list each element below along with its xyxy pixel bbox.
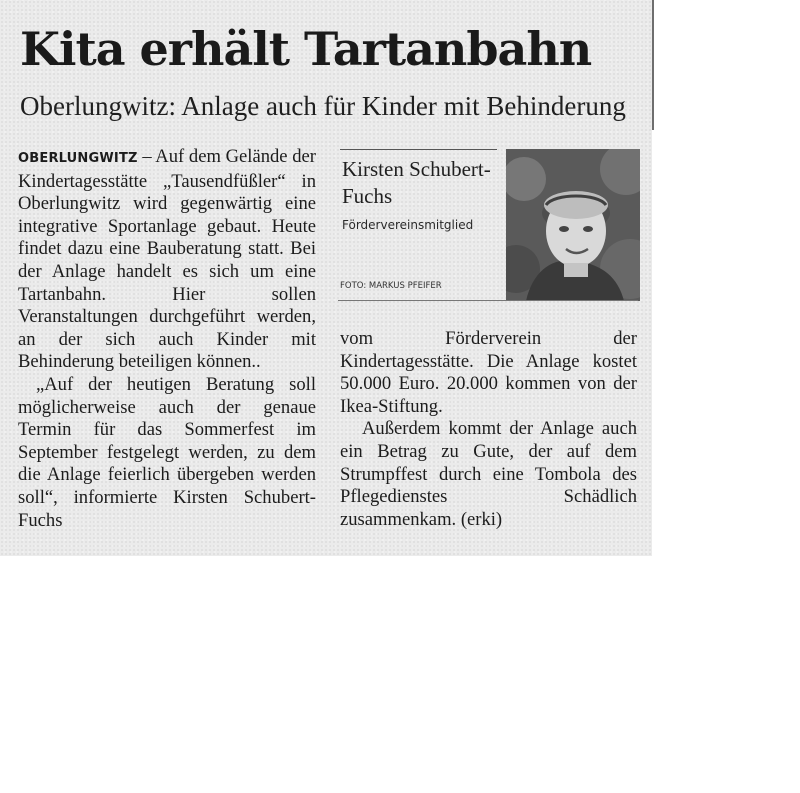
article-paragraph: Außerdem kommt der Anlage auch ein Betrag zu Gute, der auf dem Strumpffest durch eine Tombola des Pflegedienstes Schädlich zusammenkam. (erki) [340, 418, 637, 530]
headline: Kita erhält Tartanbahn [20, 22, 592, 76]
article-column-right [340, 328, 637, 531]
paragraph-text: – Auf dem Gelände der Kindertagesstätte „Tausendfüßler“ in Oberlungwitz wird gegenwärtig eine integrative Sportanlage gebaut. Heute findet dazu eine Bauberatung statt. Bei der Anlage handelt es sich um eine Tartanbahn. Hier sollen Veranstaltungen durchgeführt werden, an der sich auch Kinder mit Behinderung beteiligen können.. [18, 146, 316, 373]
article-paragraph: „Auf der heutigen Beratung soll möglicherweise auch der genaue Termin für das Sommerfest im September festgelegt werden, zu dem die Anlage feierlich übergeben werden soll“, informierte Kirsten Schubert-Fuchs [18, 373, 316, 531]
infobox-top-rule [340, 149, 497, 150]
infobox-bottom-rule [338, 300, 638, 301]
portrait-photo-svg [506, 149, 640, 301]
article-paragraph: vom Förderverein der Kindertagesstätte. Die Anlage kostet 50.000 Euro. 20.000 kommen von der Ikea-Stiftung. [340, 328, 637, 417]
photo-credit: FOTO: MARKUS PFEIFER [340, 281, 442, 291]
portrait-photo-icon [506, 149, 640, 301]
infobox-role: Fördervereinsmitglied [342, 218, 474, 232]
subheadline: Oberlungwitz: Anlage auch für Kinder mit Behinderung [20, 91, 626, 121]
article-column-left [18, 146, 316, 532]
dateline: OBERLUNGWITZ [18, 151, 138, 166]
article-paragraph [18, 146, 316, 374]
clipping-edge-line [652, 0, 654, 130]
infobox-name: Kirsten Schubert-Fuchs [342, 157, 491, 208]
